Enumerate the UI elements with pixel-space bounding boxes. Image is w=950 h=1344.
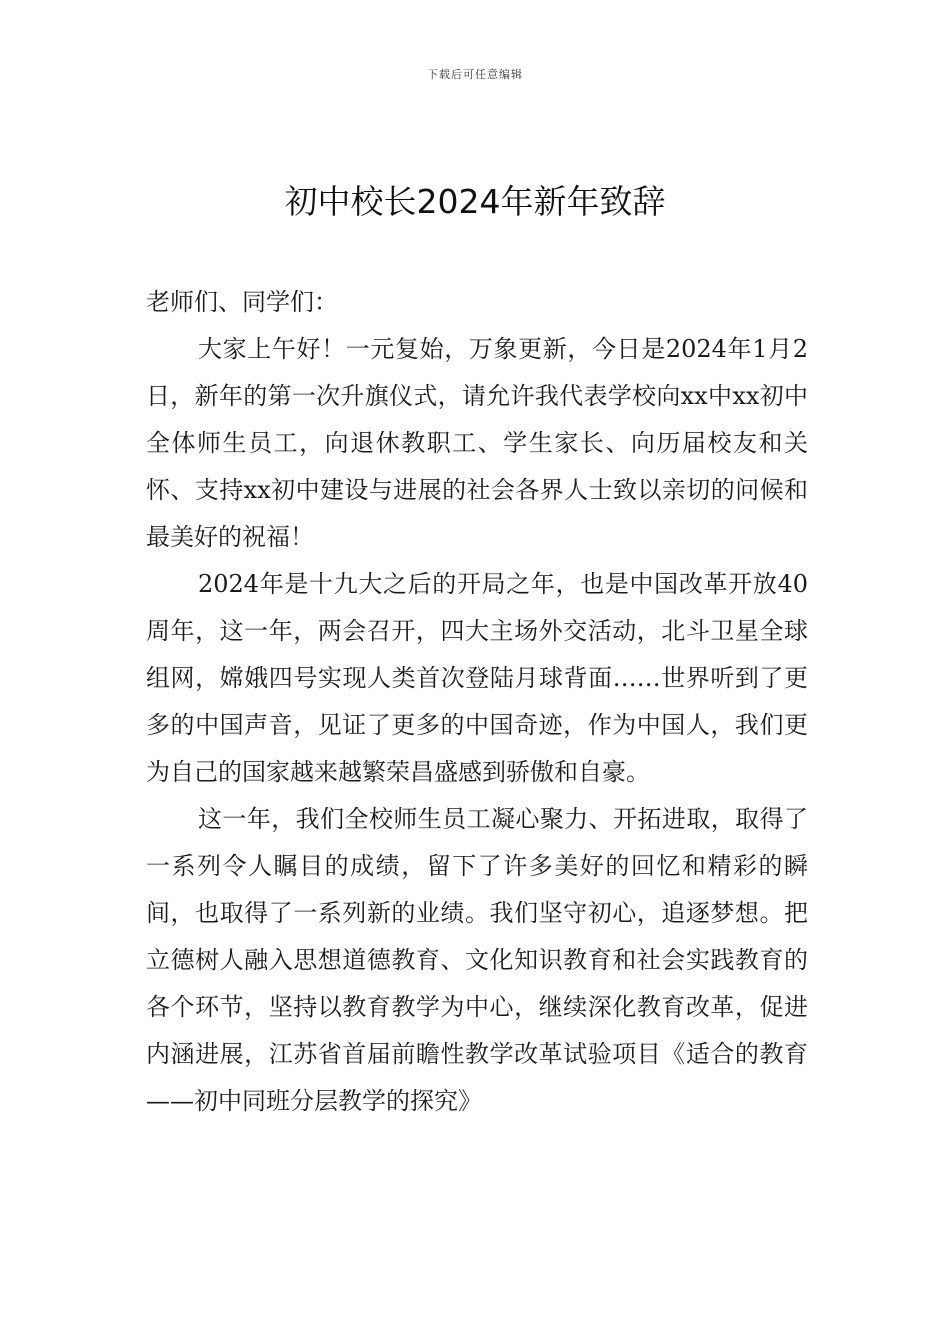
document-body (146, 279, 808, 1125)
document-title: 初中校长2024年新年致辞 (284, 182, 666, 221)
salutation: 老师们、同学们： (146, 288, 338, 316)
page-header-note: 下载后可任意编辑 (427, 68, 523, 81)
paragraph-school-achievements: 这一年，我们全校师生员工凝心聚力、开拓进取，取得了一系列令人瞩目的成绩，留下了许多美好的回忆和精彩的瞬间，也取得了一系列新的业绩。我们坚守初心，追逐梦想。把立德树人融入思想道德教育、文化知识教育和社会实践教育的各个环节，坚持以教育教学为中心，继续深化教育改革，促进内涵进展，江苏省首届前瞻性教学改革试验项目《适合的教育——初中同班分层教学的探究》 (146, 805, 808, 1115)
paragraph-greeting: 大家上午好！一元复始，万象更新，今日是2024年1月2日，新年的第一次升旗仪式，请允许我代表学校向xx中xx初中全体师生员工，向退休教职工、学生家长、向历届校友和关怀、支持xx初中建设与进展的社会各界人士致以亲切的问候和最美好的祝福！ (146, 335, 808, 551)
paragraph-year-review: 2024年是十九大之后的开局之年，也是中国改革开放40周年，这一年，两会召开，四大主场外交活动，北斗卫星全球组网，嫦娥四号实现人类首次登陆月球背面……世界听到了更多的中国声音，见证了更多的中国奇迹，作为中国人，我们更为自己的国家越来越繁荣昌盛感到骄傲和自豪。 (146, 570, 808, 786)
